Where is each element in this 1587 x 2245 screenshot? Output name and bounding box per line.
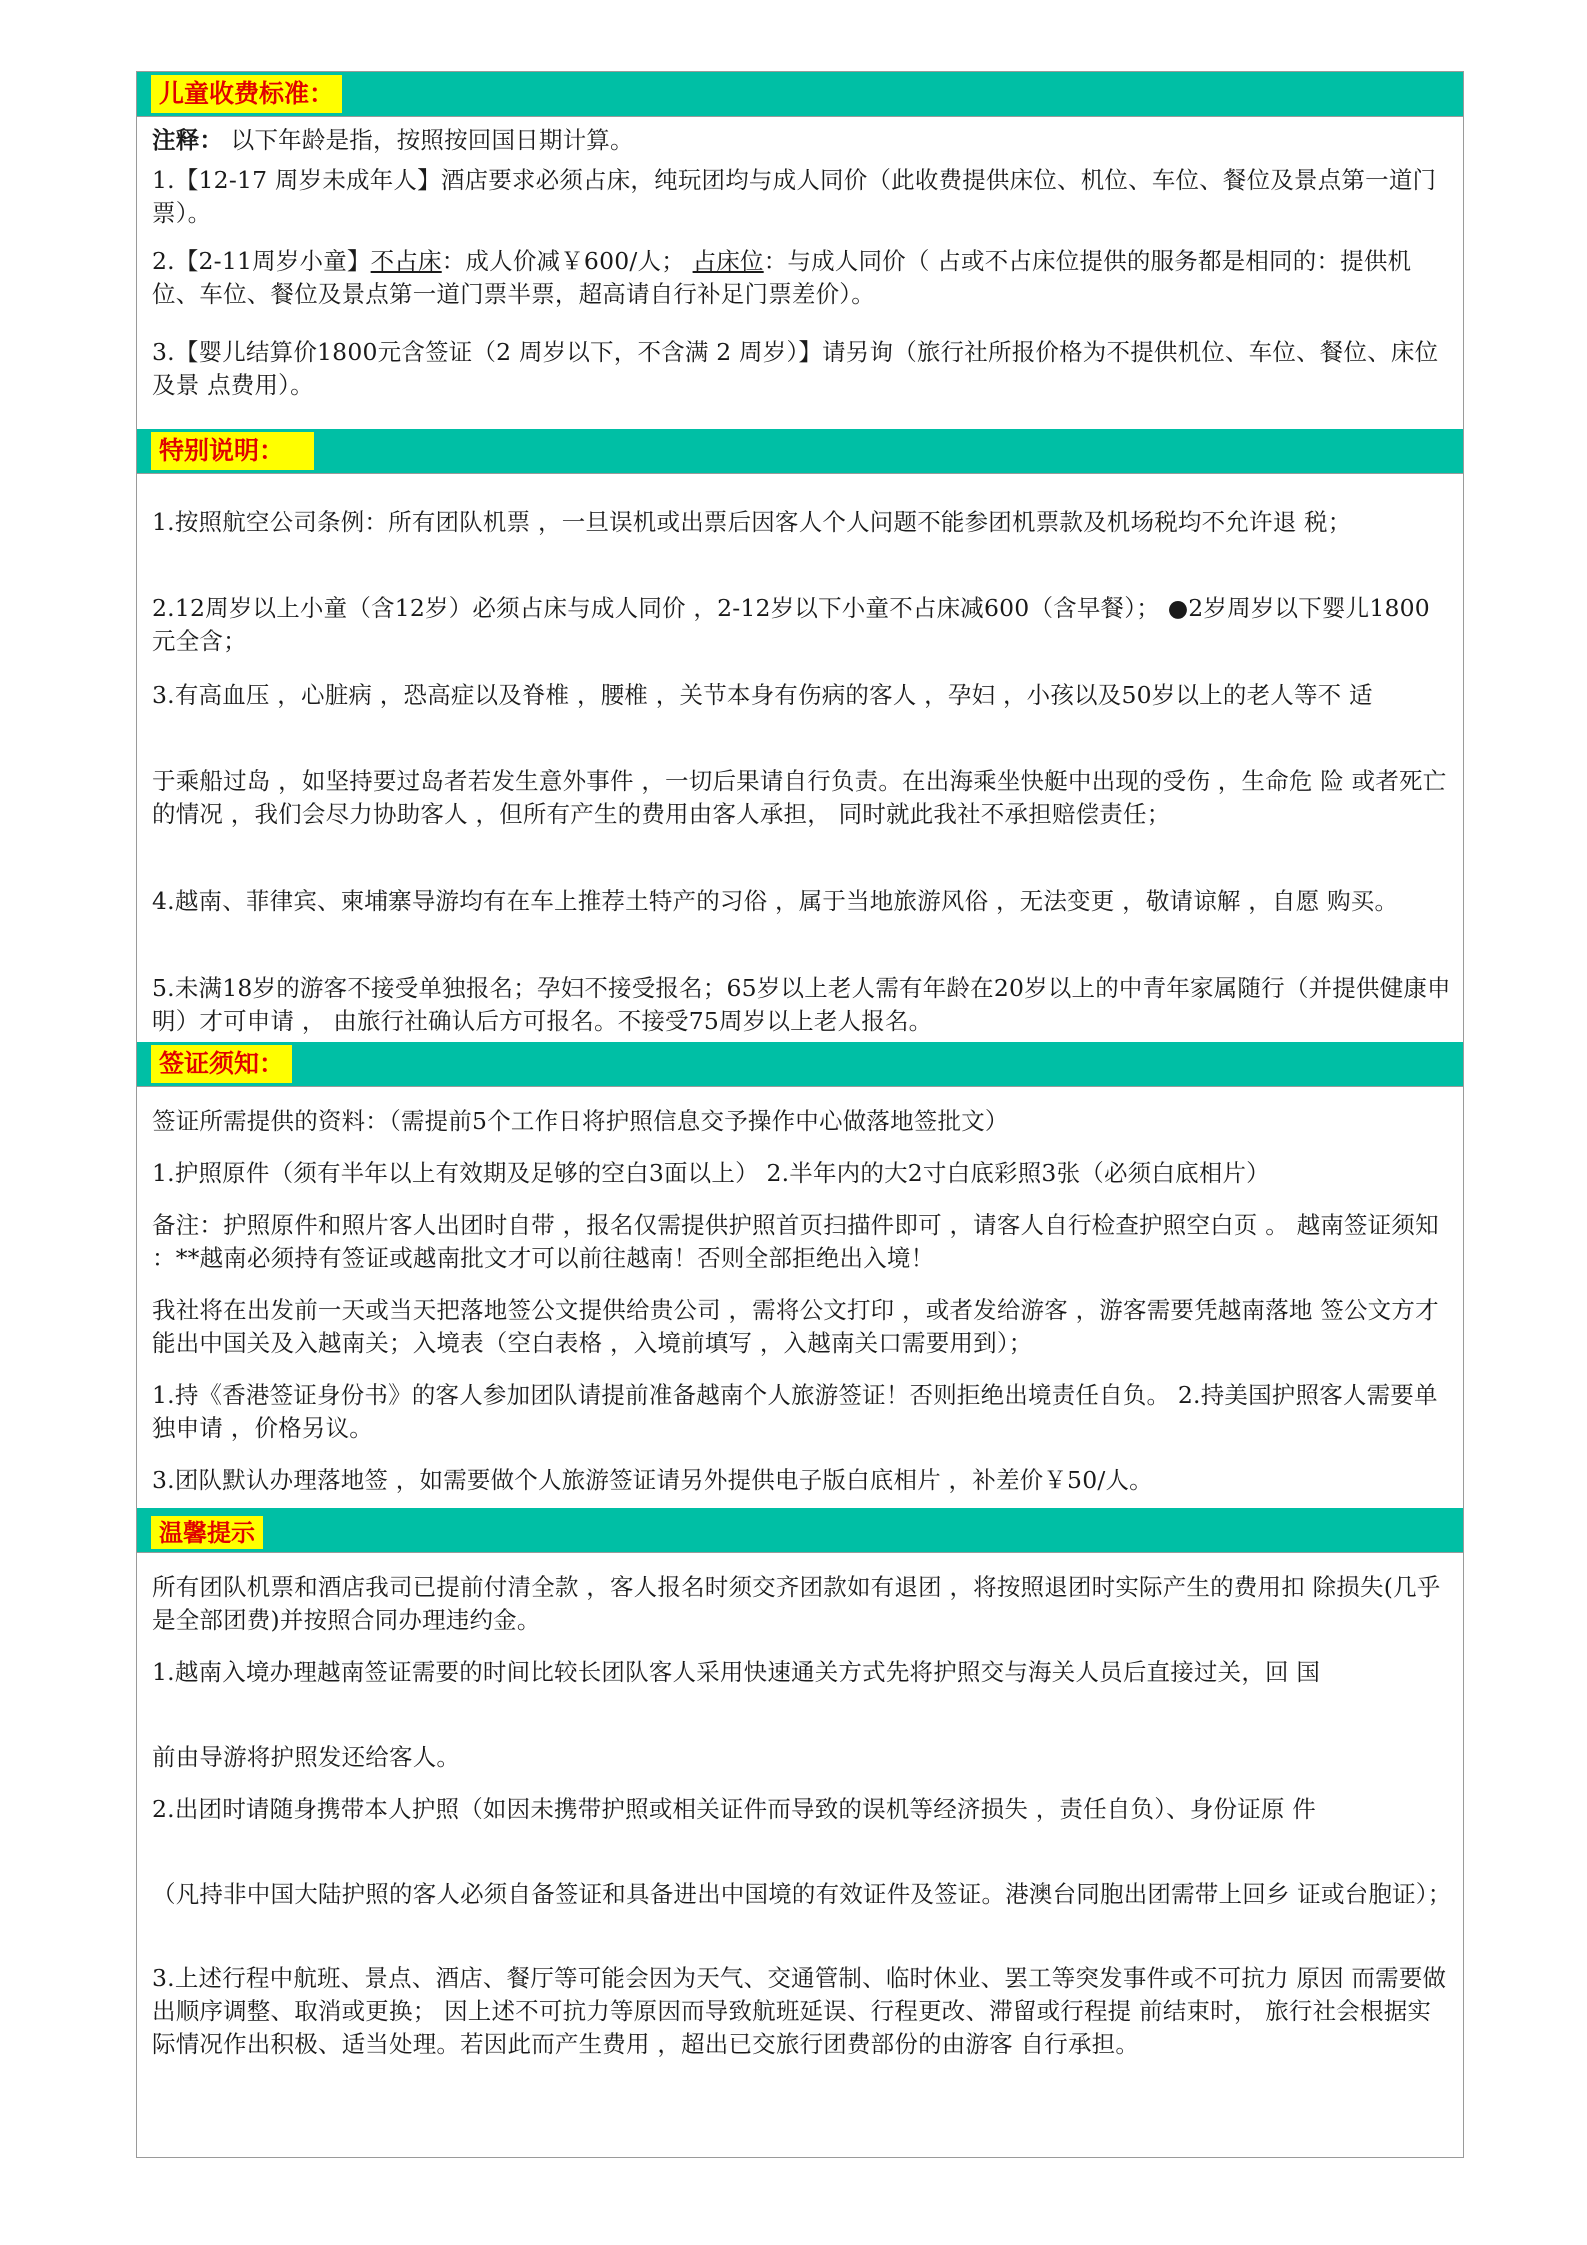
- child-fee-item-2: [152, 245, 1452, 311]
- special-p3: 3.有高血压 ，心脏病 ，恐高症以及脊椎 ，腰椎 ，关节本身有伤病的客人 ，孕妇 ，小孩以及50岁以上的老人等不 适: [152, 681, 1373, 709]
- divider: [137, 473, 1463, 474]
- document-frame: [136, 71, 1464, 2158]
- note-text: 以下年龄是指，按照按回国日期计算。: [230, 126, 634, 154]
- visa-p4: 我社将在出发前一天或当天把落地签公文提供给贵公司 ，需将公文打印 ，或者发给游客 ，游客需要凭越南落地 签公文方才能出中国关及入越南关；入境表（空白表格 ，入境前填写 ，入越南关口需要用到）；: [152, 1296, 1439, 1357]
- tips-p1: 所有团队机票和酒店我司已提前付清全款 ，客人报名时须交齐团款如有退团 ，将按照退团时实际产生的费用扣 除损失(几乎是全部团费)并按照合同办理违约金。: [152, 1573, 1441, 1634]
- visa-p6: 3.团队默认办理落地签 ，如需要做个人旅游签证请另外提供电子版白底相片 ，补差价￥50/人。: [152, 1466, 1153, 1494]
- tips-p3: 前由导游将护照发还给客人。: [152, 1743, 461, 1771]
- tips-p4: 2.出团时请随身携带本人护照（如因未携带护照或相关证件而导致的误机等经济损失 ，责任自负）、身份证原 件: [152, 1795, 1317, 1823]
- tips-header-band: [137, 1508, 1463, 1552]
- divider: [137, 116, 1463, 117]
- child-fee-title: 儿童收费标准：: [151, 75, 342, 113]
- tips-p2: 1.越南入境办理越南签证需要的时间比较长团队客人采用快速通关方式先将护照交与海关人员后直接过关，回 国: [152, 1658, 1321, 1686]
- item2-with-bed-price: ：与成人同价（ 占或不占床位提供的服务都是相同的：提供机位、车位、餐位及景点第一道门票半票，超高请自行补足门票差价）。: [152, 247, 1412, 308]
- special-p5: 4.越南、菲律宾、柬埔寨导游均有在车上推荐土特产的习俗 ，属于当地旅游风俗 ，无法变更 ，敬请谅解 ，自愿 购买。: [152, 887, 1399, 915]
- special-p4: 于乘船过岛 ，如坚持要过岛者若发生意外事件 ，一切后果请自行负责。在出海乘坐快艇中出现的受伤 ，生命危 险 或者死亡的情况 ，我们会尽力协助客人 ，但所有产生的费用由客人承担， 同时就此我社不承担赔偿责任；: [152, 767, 1447, 828]
- visa-p1: 签证所需提供的资料：（需提前5个工作日将护照信息交予操作中心做落地签批文）: [152, 1107, 1009, 1135]
- child-fee-item-3: 3.【婴儿结算价1800元含签证（2 周岁以下，不含满 2 周岁）】请另询（旅行社所报价格为不提供机位、车位、餐位、床位及景 点费用）。: [152, 338, 1439, 399]
- tips-p6: 3.上述行程中航班、景点、酒店、餐厅等可能会因为天气、交通管制、临时休业、罢工等突发事件或不可抗力 原因 而需要做出顺序调整、取消或更换； 因上述不可抗力等原因而导致航班延误、行程更改、滞留或行程提 前结束时， 旅行社会根据实际情况作出积极、适当处理。若因此而产生费用 ，超出已交旅行团费部份的由游客 自行承担。: [152, 1964, 1447, 2058]
- divider: [137, 1552, 1463, 1553]
- item2-with-bed: 占床位: [692, 247, 764, 275]
- visa-p3: 备注：护照原件和照片客人出团时自带 ，报名仅需提供护照首页扫描件即可 ，请客人自行检查护照空白页 。 越南签证须知 ：**越南必须持有签证或越南批文才可以前往越南！否则全部拒绝出入境！: [152, 1211, 1439, 1272]
- special-p2: 2.12周岁以上小童（含12岁）必须占床与成人同价 ，2-12岁以下小童不占床减600（含早餐）； ●2岁周岁以下婴儿1800元全含；: [152, 594, 1430, 655]
- note-label: 注释：: [152, 126, 224, 154]
- tips-p5: （凡持非中国大陆护照的客人必须自备签证和具备进出中国境的有效证件及签证。港澳台同胞出团需带上回乡 证或台胞证）；: [152, 1880, 1452, 1908]
- visa-header-band: [137, 1042, 1463, 1086]
- special-header-band: [137, 429, 1463, 473]
- child-fee-header-band: [137, 72, 1463, 116]
- visa-p2: 1.护照原件（须有半年以上有效期及足够的空白3面以上） 2.半年内的大2寸白底彩照3张（必须白底相片）: [152, 1159, 1270, 1187]
- visa-title: 签证须知：: [151, 1045, 292, 1083]
- visa-p5: 1.持《香港签证身份书》的客人参加团队请提前准备越南个人旅游签证！否则拒绝出境责任自负。 2.持美国护照客人需要单独申请 ，价格另议。: [152, 1381, 1438, 1442]
- child-fee-note: [152, 124, 1452, 157]
- item2-no-bed: 不占床: [370, 247, 442, 275]
- special-p1: 1.按照航空公司条例：所有团队机票 ，一旦误机或出票后因客人个人问题不能参团机票款及机场税均不允许退 税；: [152, 508, 1352, 536]
- child-fee-item-1: 1.【12-17 周岁未成年人】酒店要求必须占床，纯玩团均与成人同价（此收费提供床位、机位、车位、餐位及景点第一道门票）。: [152, 166, 1437, 227]
- tips-title: 温馨提示: [151, 1516, 263, 1549]
- item2-no-bed-price: ：成人价减￥600/人；: [441, 247, 685, 275]
- item2-prefix: 2.【2-11周岁小童】: [152, 247, 371, 275]
- special-p6: 5.未满18岁的游客不接受单独报名；孕妇不接受报名；65岁以上老人需有年龄在20岁以上的中青年家属随行（并提供健康申明）才可申请 ， 由旅行社确认后方可报名。不接受75周岁以上老人报名。: [152, 974, 1451, 1035]
- divider: [137, 1086, 1463, 1087]
- special-title: 特别说明：: [151, 432, 314, 470]
